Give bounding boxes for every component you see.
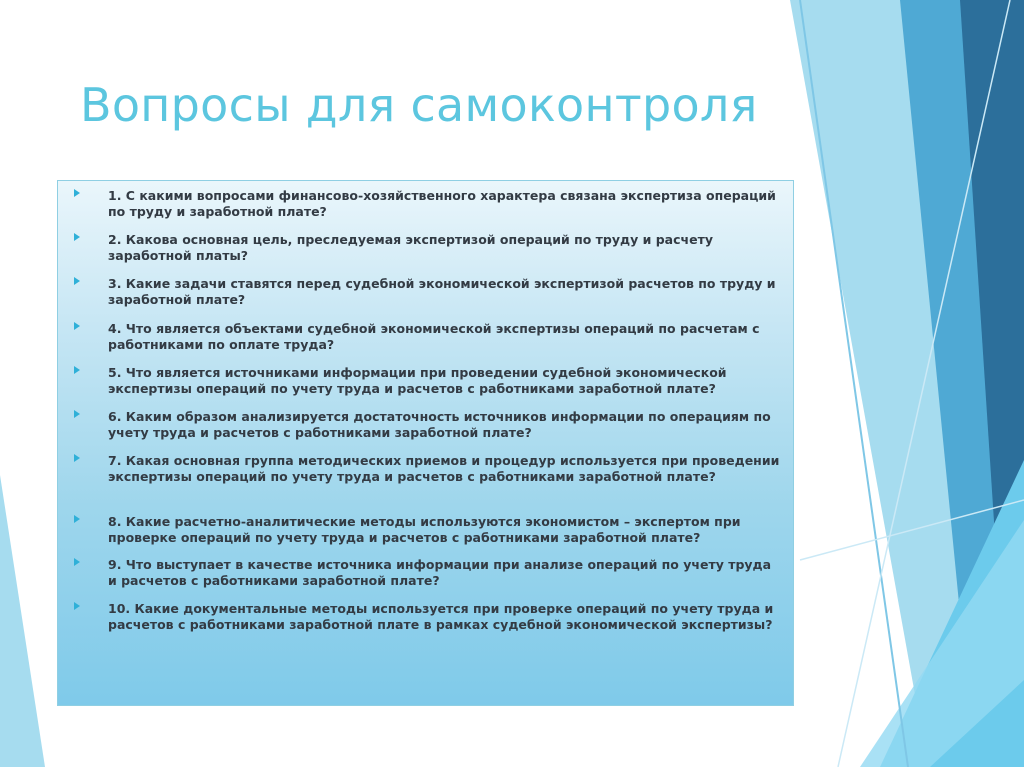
slide-title: Вопросы для самоконтроля [80,78,758,132]
triangle-bullet-icon [74,233,80,241]
deco-left-wedge [0,475,45,767]
triangle-bullet-icon [74,322,80,330]
question-item [74,321,781,352]
question-item [74,514,781,545]
question-item [74,365,781,396]
question-text: 2. Какова основная цель, преследуемая экспертизой операций по труду и расчету заработной платы? [108,232,713,263]
question-item [74,557,781,588]
question-item [74,601,781,632]
question-item [74,188,781,219]
triangle-bullet-icon [74,277,80,285]
question-text: 8. Какие расчетно-аналитические методы используются экономистом – экспертом при проверке операций по учету труда и расчетов с работниками заработной плате? [108,514,741,545]
question-text: 3. Какие задачи ставятся перед судебной экономической экспертизой расчетов по труду и заработной плате? [108,276,776,307]
triangle-bullet-icon [74,558,80,566]
triangle-bullet-icon [74,189,80,197]
triangle-bullet-icon [74,602,80,610]
question-text: 1. С какими вопросами финансово-хозяйственного характера связана экспертиза операций по труду и заработной плате? [108,188,776,219]
question-item [74,453,781,484]
question-text: 6. Каким образом анализируется достаточность источников информации по операциям по учету труда и расчетов с работниками заработной плате? [108,409,771,440]
question-item [74,276,781,307]
triangle-bullet-icon [74,410,80,418]
triangle-bullet-icon [74,515,80,523]
triangle-bullet-icon [74,366,80,374]
triangle-bullet-icon [74,454,80,462]
question-text: 7. Какая основная группа методических приемов и процедур используется при проведении экспертизы операций по учету труда и расчетов с работниками заработной плате? [108,453,780,484]
question-text: 4. Что является объектами судебной экономической экспертизы операций по расчетам с работниками по оплате труда? [108,321,760,352]
question-text: 9. Что выступает в качестве источника информации при анализе операций по учету труда и расчетов с работниками заработной плате? [108,557,772,588]
question-item [74,232,781,263]
question-item [74,409,781,440]
question-text: 10. Какие документальные методы используется при проверке операций по учету труда и расчетов с работниками заработной плате в рамках судебной экономической экспертизы? [108,601,774,632]
question-text: 5. Что является источниками информации при проведении судебной экономической экспертизы операций по учету труда и расчетов с работниками заработной плате? [108,365,727,396]
questions-panel [57,180,794,706]
